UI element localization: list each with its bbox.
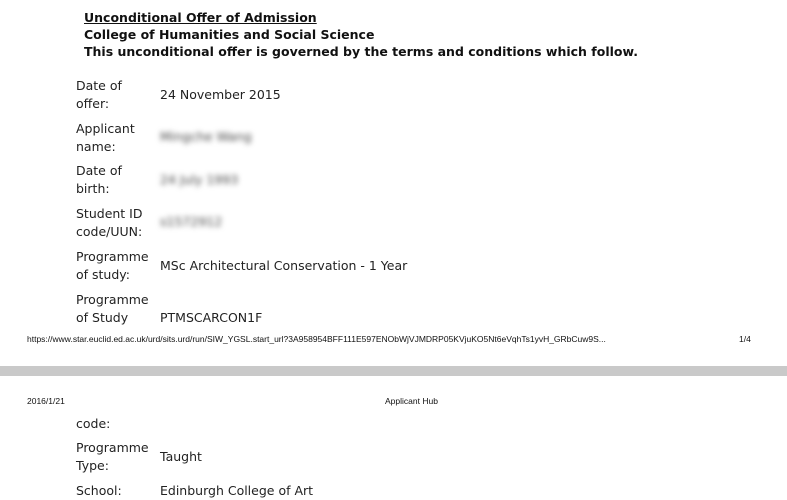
field-value-student-id: s1572912: [160, 214, 223, 229]
page-number: 1/4: [739, 334, 751, 344]
field-label-applicant-name: Applicant name:: [76, 121, 135, 154]
field-value-date-of-offer: 24 November 2015: [160, 87, 281, 102]
field-value-programme-of-study: MSc Architectural Conservation - 1 Year: [160, 258, 408, 273]
page-separator: [0, 366, 787, 376]
print-date: 2016/1/21: [27, 396, 65, 406]
document-page-2: [0, 376, 787, 494]
field-label-date-of-offer: Date of offer:: [76, 78, 122, 111]
field-label-programme-of-study-code: Programme of Study: [76, 292, 149, 325]
print-page-title: Applicant Hub: [385, 396, 438, 406]
field-label-programme-of-study: Programme of study:: [76, 249, 149, 282]
field-label-code-continued: code:: [76, 416, 111, 431]
field-value-date-of-birth: 24 July 1993: [160, 172, 239, 187]
field-label-school: School:: [76, 483, 122, 498]
field-label-student-id: Student ID code/UUN:: [76, 206, 143, 239]
field-value-applicant-name: Mingche Wang: [160, 129, 252, 144]
field-label-date-of-birth: Date of birth:: [76, 163, 122, 196]
offer-title: Unconditional Offer of Admission: [84, 10, 317, 25]
college-name: College of Humanities and Social Science: [84, 27, 375, 42]
field-value-school: Edinburgh College of Art: [160, 483, 314, 498]
field-value-programme-type: Taught: [160, 449, 202, 464]
footer-url[interactable]: https://www.star.euclid.ed.ac.uk/urd/sits.urd/run/SIW_YGSL.start_url?3A958954BFF111E597ENObWjVJMDRP05KVjuKO5Nt6eVqhTs1yvH_GRbCuw9S...: [27, 334, 606, 344]
field-value-programme-code: PTMSCARCON1F: [160, 310, 263, 325]
field-label-programme-type: Programme Type:: [76, 440, 149, 473]
governed-statement: This unconditional offer is governed by the terms and conditions which follow.: [84, 44, 638, 59]
